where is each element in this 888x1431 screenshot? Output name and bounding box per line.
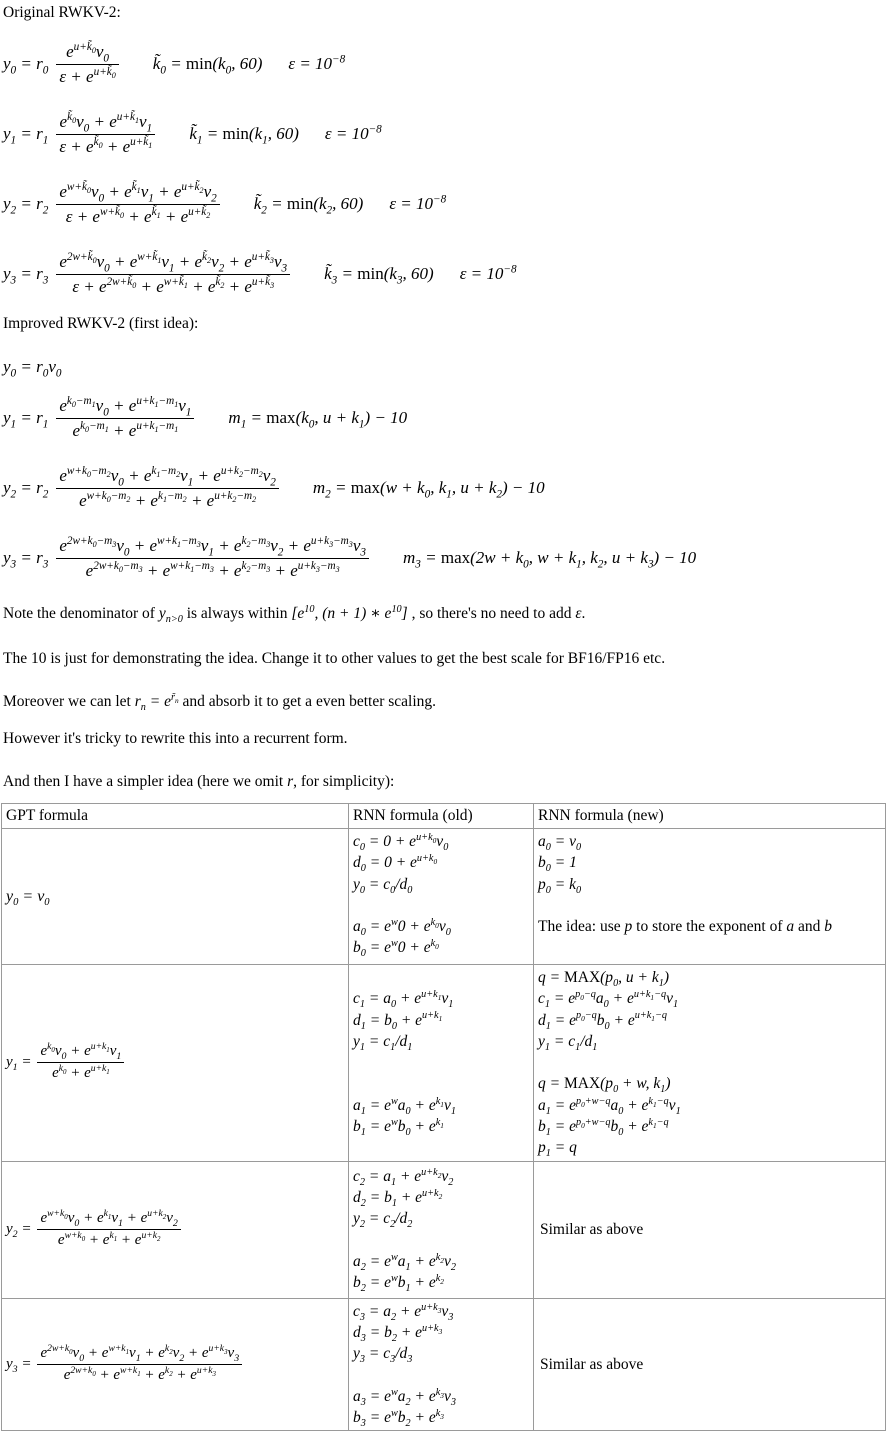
formula-line: $a_2 = e^wa_1 + e^{k_2}v_2$ [353,1251,456,1274]
equation [3,459,888,517]
document-body [3,2,888,792]
fraction-numerator: $e^{u+k̃_0}v_0$ [66,40,110,64]
paragraph: Note the denominator of $y_{n>0}$ is always within [$e^{10}$, (n + 1) ∗ $e^{10}$] , so there's no need to add ε. [3,603,586,626]
equation-condition: $k̃_2 = \min(k_2$, 60) [253,194,364,217]
table-cell [2,965,349,1162]
fraction [37,1043,124,1082]
equation [3,105,888,163]
equation-condition: $m_2 = \max(w + k_0$, $k_1$, $u + k_2) - 10$ [312,478,545,501]
equation [6,1043,344,1082]
equation: $y_0 = r_0v_0$ [3,357,62,380]
equation-condition: $k̃_1 = \min(k_1$, 60) [189,124,299,147]
formula-line: $y_0 = c_0/d_0$ [353,875,413,896]
fraction-numerator: $e^{k̃_0}v_0 + e^{u+k̃_1}v_1$ [59,110,153,134]
column-header-rnn-formula-old: RNN formula (old) [349,804,534,829]
fraction-denominator: $e^{k_0-m_1} + e^{u+k_1-m_1}$ [56,418,194,441]
formula-line [353,1073,529,1094]
formula-line: $a_0 = v_0$ [538,833,582,854]
equation-lhs: $y_0 = r_0$ [3,54,49,77]
fraction-numerator: $e^{w+k_0}v_0 + e^{k_1}v_1 + e^{u+k_2}v_2$ [40,1208,178,1230]
equation-condition: $k̃_0 = \min(k_0$, 60) [152,54,263,77]
table-row [2,1161,886,1298]
equation-condition: $m_3 = \max(2w + k_0$, $w + k_1$, $k_2$, $u + k_3) - 10$ [402,548,697,571]
equation-condition: $\varepsilon = 10^{-8}$ [459,263,517,283]
formula-line: $d_2 = b_1 + e^{u+k_2}$ [353,1187,443,1210]
paragraph: Improved RWKV-2 (first idea): [3,315,199,332]
fraction-numerator: $e^{k_0-m_1}v_0 + e^{u+k_1-m_1}v_1$ [59,394,192,418]
formula-line: $a_0 = e^w0 + e^{k_0}v_0$ [353,917,451,939]
formula-line: $b_1 = e^wb_0 + e^{k_1}$ [353,1116,444,1139]
equation-lhs: $y_3$ = [6,1356,32,1376]
equation [3,175,888,233]
table-row [2,829,886,965]
fraction [56,396,194,441]
equation [6,1345,344,1384]
table-cell [534,829,886,965]
equation-lhs: $y_1$ = [6,1054,32,1074]
paragraph: And then I have a simpler idea (here we omit r, for simplicity): [3,773,395,790]
fraction-numerator: $e^{w+k̃_0}v_0 + e^{k̃_1}v_1 + e^{u+k̃_2}v_2$ [59,180,217,204]
formula-line: $d_3 = b_2 + e^{u+k_3}$ [353,1322,443,1345]
fraction [37,1345,242,1384]
formula-line [353,1365,529,1386]
formula-line: $b_0 = 1$ [538,854,577,875]
cell-text: Similar as above [540,1220,644,1238]
fraction-numerator: $e^{w+k_0-m_2}v_0 + e^{k_1-m_2}v_1 + e^{u+k_2-m_2}v_2$ [59,464,276,488]
formula-line: $y_2 = c_2/d_2$ [353,1210,413,1231]
fraction [56,466,279,511]
formula-line: $p_1 = q$ [538,1139,577,1160]
formula-line: $q = MAX(p_0$, $u + k_1$) [538,969,670,990]
fraction-numerator: $e^{2w+k̃_0}v_0 + e^{w+k̃_1}v_1 + e^{k̃_2}v_2 + e^{u+k̃_3}v_3$ [59,250,288,274]
formula-line [353,895,529,916]
formula-line: $d_1 = e^{p_0-q}b_0 + e^{u+k_1-q}$ [538,1010,667,1032]
table-cell [349,1161,534,1298]
formula-line: $b_1 = e^{p_0+w-q}b_0 + e^{k_1-q}$ [538,1116,669,1139]
document-page [0,2,888,1430]
fraction-numerator: $e^{2w+k_0-m_3}v_0 + e^{w+k_1-m_3}v_1 + e^{k_2-m_3}v_2 + e^{u+k_3-m_3}v_3$ [59,534,366,558]
fraction [37,1210,180,1249]
equation [3,35,888,93]
formula-line: $d_0 = 0 + e^{u+k_0}$ [353,853,438,875]
fraction-denominator: $e^{w+k_0} + e^{k_1} + e^{u+k_2}$ [37,1229,180,1249]
formula-line: $b_0 = e^w0 + e^{k_0}$ [353,938,439,960]
formula-table [1,803,886,1431]
fraction-denominator: $e^{2w+k_0} + e^{w+k_1} + e^{k_2} + e^{u+k_3}$ [37,1364,242,1384]
equation-condition: $m_1 = \max(k_0$, $u + k_1) - 10$ [228,408,408,431]
column-header-gpt-formula: GPT formula [2,804,349,829]
formula-line: $y_0 = v_0$ [6,887,50,908]
fraction-numerator: $e^{2w+k_0}v_0 + e^{w+k_1}v_1 + e^{k_2}v_2 + e^{u+k_3}v_3$ [40,1343,240,1365]
equation [3,245,888,303]
table-cell [349,1298,534,1431]
formula-line: $b_3 = e^wb_2 + e^{k_3}$ [353,1408,444,1430]
table-cell [349,829,534,965]
paragraph: However it's tricky to rewrite this into a recurrent form. [3,730,348,747]
table-cell [2,1161,349,1298]
equation [3,389,888,447]
equation-condition: $\varepsilon = 10^{-8}$ [324,123,382,143]
fraction-denominator: $\varepsilon + e^{w+k̃_0} + e^{k̃_1} + e^{u+k̃_2}$ [56,204,219,227]
formula-line [538,1052,881,1073]
fraction-denominator: $e^{w+k_0-m_2} + e^{k_1-m_2} + e^{u+k_2-m_2}$ [56,488,279,511]
fraction-denominator: $\varepsilon + e^{2w+k̃_0} + e^{w+k̃_1} + e^{k̃_2} + e^{u+k̃_3}$ [56,274,290,297]
table-cell [534,1298,886,1431]
fraction-denominator: $\varepsilon + e^{u+k̃_0}$ [56,64,118,87]
fraction [56,536,369,581]
equation-lhs: $y_2 = r_2$ [3,194,49,217]
fraction-numerator: $e^{k_0}v_0 + e^{u+k_1}v_1$ [40,1041,122,1063]
formula-line: $b_2 = e^wb_1 + e^{k_2}$ [353,1273,444,1295]
equation-lhs: $y_3 = r_3$ [3,264,49,287]
equation-lhs: $y_2 = r_2$ [3,478,49,501]
paragraph: Original RWKV-2: [3,4,121,21]
equation-condition: $k̃_3 = \min(k_3$, 60) [324,264,434,287]
fraction [56,42,118,87]
fraction [56,182,219,227]
formula-line [353,1052,529,1073]
table-header-row [2,804,886,829]
equation-condition: $\varepsilon = 10^{-8}$ [288,53,346,73]
formula-line: $c_1 = e^{p_0-q}a_0 + e^{u+k_1-q}v_1$ [538,989,679,1011]
table-cell [534,1161,886,1298]
formula-line: $c_2 = a_1 + e^{u+k_2}v_2$ [353,1166,454,1188]
column-header-rnn-formula-new: RNN formula (new) [534,804,886,829]
equation-lhs: $y_2$ = [6,1221,32,1241]
formula-line: $a_1 = e^wa_0 + e^{k_1}v_1$ [353,1095,456,1117]
table-cell [2,1298,349,1431]
equation-lhs: $y_3 = r_3$ [3,548,49,571]
formula-line: The idea: use p to store the exponent of a and b [538,918,833,936]
formula-line: $y_1 = c_1/d_1$ [353,1032,413,1053]
table-cell [349,965,534,1162]
table-cell [534,965,886,1162]
formula-line: $y_3 = c_3/d_3$ [353,1345,413,1366]
formula-line: $a_1 = e^{p_0+w-q}a_0 + e^{k_1-q}v_1$ [538,1095,681,1117]
formula-line: $c_1 = a_0 + e^{u+k_1}v_1$ [353,989,454,1011]
fraction [56,252,290,297]
formula-line: $d_1 = b_0 + e^{u+k_1}$ [353,1010,443,1032]
formula-line: $q = MAX(p_0 + w$, $k_1$) [538,1075,671,1096]
formula-line: $p_0 = k_0$ [538,875,582,896]
equation-lhs: $y_1 = r_1$ [3,124,49,147]
formula-line: $c_3 = a_2 + e^{u+k_3}v_3$ [353,1301,454,1323]
fraction-denominator: $e^{k_0} + e^{u+k_1}$ [37,1062,124,1082]
fraction [56,112,155,157]
table-row [2,965,886,1162]
table-row [2,1298,886,1431]
formula-line: $y_1 = c_1/d_1$ [538,1032,598,1053]
equation-condition: $\varepsilon = 10^{-8}$ [389,193,447,213]
cell-text: Similar as above [540,1355,644,1373]
equation [3,529,888,587]
paragraph: Moreover we can let $r_n = e^{r̃_n}$ and absorb it to get a even better scaling. [3,691,437,714]
fraction-denominator: $e^{2w+k_0-m_3} + e^{w+k_1-m_3} + e^{k_2-m_3} + e^{u+k_3-m_3}$ [56,558,369,581]
paragraph: The 10 is just for demonstrating the idea. Change it to other values to get the best scale for BF16/FP16 etc. [3,650,666,667]
fraction-denominator: $\varepsilon + e^{k̃_0} + e^{u+k̃_1}$ [56,134,155,157]
equation-lhs: $y_1 = r_1$ [3,408,49,431]
formula-line: $c_0 = 0 + e^{u+k_0}v_0$ [353,831,449,854]
formula-line: $a_3 = e^wa_2 + e^{k_3}v_3$ [353,1386,456,1408]
table-cell [2,829,349,965]
formula-line [538,895,881,916]
equation [6,1210,344,1249]
formula-line [353,1230,529,1251]
